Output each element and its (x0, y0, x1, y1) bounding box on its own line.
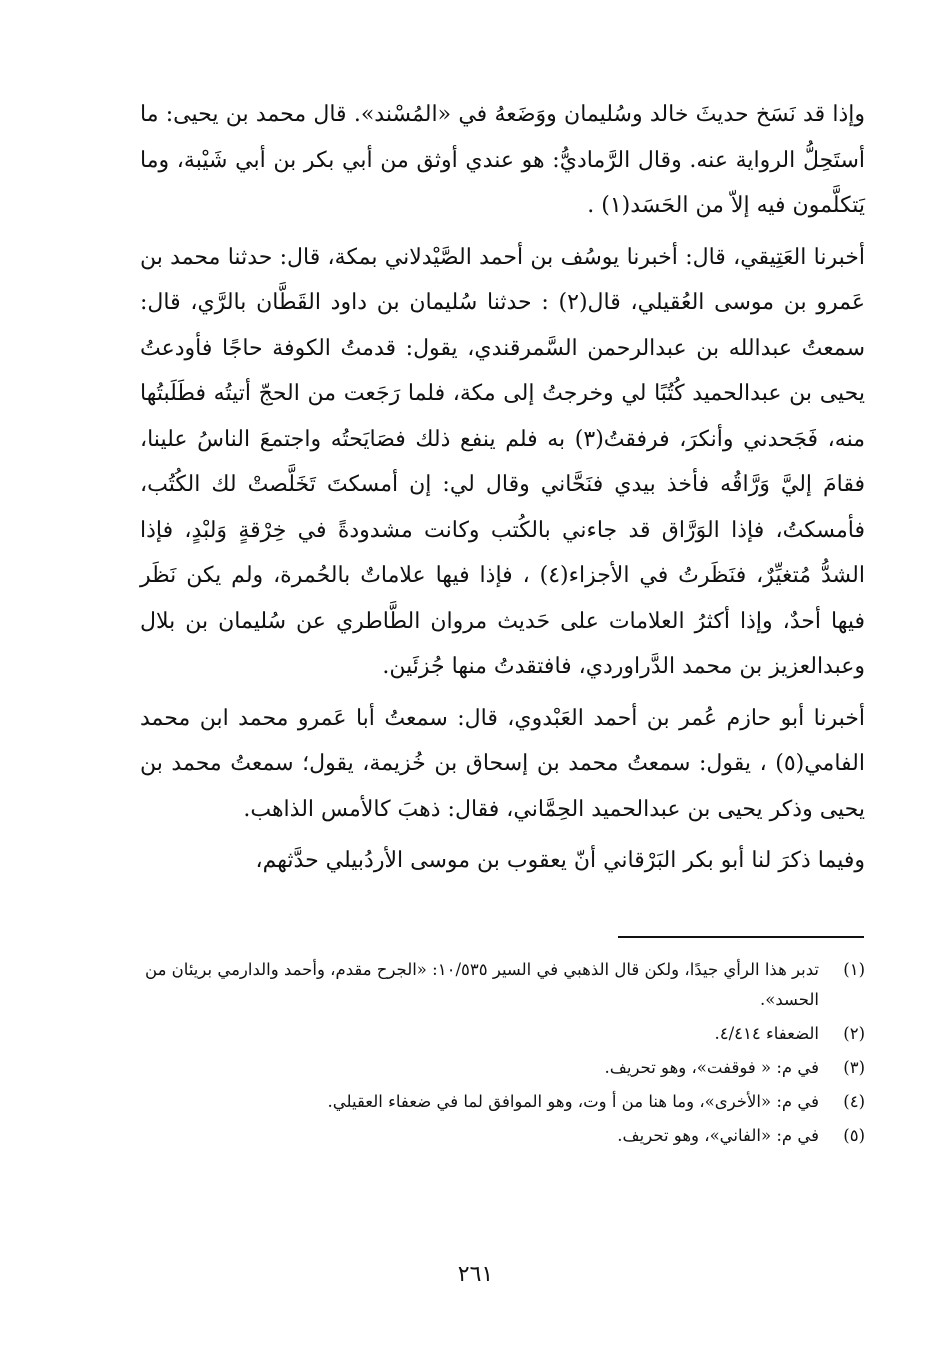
footnote-number: (٣) (843, 1058, 865, 1077)
paragraph-3: أخبرنا أبو حازم عُمر بن أحمد العَبْدوي، قال: سمعتُ أبا عَمرو محمد ابن محمد الفامي(٥) ، يقول: سمعتُ محمد بن إسحاق بن خُزيمة، يقول؛ سمعتُ محمد بن يحيى وذكر يحيى بن عبدالحميد الحِمَّاني، فقال: ذهبَ كالأمس الذاهب. (140, 705, 865, 822)
footnote-3 (140, 1053, 865, 1083)
footnote-text: تدبر هذا الرأي جيدًا، ولكن قال الذهبي في السير ١٠/٥٣٥: «الجرح مقدم، وأحمد والدارمي بريئان من الحسد». (145, 960, 819, 1009)
footnote-divider (618, 936, 864, 938)
main-text (140, 92, 865, 890)
paragraph-1: وإذا قد نَسَخ حديثَ خالد وسُليمان ووَضَعهُ في «المُسْند». قال محمد بن يحيى: ما أستَحِلُّ الرواية عنه. وقال الرَّماديُّ: هو عندي أوثق من أبي بكر بن أبي شَيْبة، وما يَتكلَّمون فيه إلاّ من الحَسَد(١) . (140, 102, 866, 218)
footnote-number: (١) (843, 960, 865, 979)
paragraph-4: وفيما ذكرَ لنا أبو بكر البَرْقاني أنّ يعقوب بن موسى الأردُبيلي حدَّثهم، (255, 848, 865, 873)
footnote-text: في م: « فوقفت»، وهو تحريف. (604, 1058, 819, 1077)
footnote-text: في م: «الأخرى»، وما هنا من أ وت، وهو الموافق لما في ضعفاء العقيلي. (327, 1092, 819, 1111)
footnote-number: (٢) (843, 1024, 865, 1043)
footnote-text: الضعفاء ٤/٤١٤. (714, 1024, 819, 1043)
footnote-4 (140, 1087, 865, 1117)
footnote-5 (140, 1121, 865, 1151)
page-number: ٢٦١ (457, 1262, 494, 1287)
footnote-1 (140, 955, 865, 1015)
footnote-text: في م: «الفاني»، وهو تحريف. (617, 1126, 819, 1145)
footnotes (140, 955, 865, 1155)
footnote-number: (٤) (843, 1092, 865, 1111)
footnote-number: (٥) (843, 1126, 865, 1145)
paragraph-2: أخبرنا العَتِيقي، قال: أخبرنا يوسُف بن أحمد الصَّيْدلاني بمكة، قال: حدثنا محمد بن عَمرو بن موسى العُقيلي، قال(٢) : حدثنا سُليمان بن داود القَطَّان بالرَّي، قال: سمعتُ عبدالله بن عبدالرحمن السَّمرقندي، يقول: قدمتُ الكوفة حاجًا فأودعتُ يحيى بن عبدالحميد كُتُبًا لي وخرجتُ إلى مكة، فلما رَجَعت من الحجّ أتيتُه فطَلَبتُها منه، فَجَحدني وأنكرَ، فرفقتُ(٣) به فلم ينفع ذلك فصَايَحتُه واجتمعَ الناسُ علينا، فقامَ إليَّ وَرَّاقُه فأخذ بيدي فنَحَّاني وقال لي: إن أمسكتَ تَخَلَّصتْ لك الكُتُب، فأمسكتُ، فإذا الوَرَّاق قد جاءني بالكُتب وكانت مشدودةً في خِرْقةٍ وَلبْدٍ، فإذا الشدُّ مُتغيِّرٌ، فنَظَرتُ في الأجزاء(٤) ، فإذا فيها علاماتٌ بالحُمرة، ولم يكن نَظَر فيها أحدٌ، وإذا أكثرُ العلامات على حَديث مروان الطَّاطري عن سُليمان بن بلال وعبدالعزيز بن محمد الدَّراوردي، فافتقدتُ منها جُزئَين. (140, 244, 865, 679)
footnote-2 (140, 1019, 865, 1049)
